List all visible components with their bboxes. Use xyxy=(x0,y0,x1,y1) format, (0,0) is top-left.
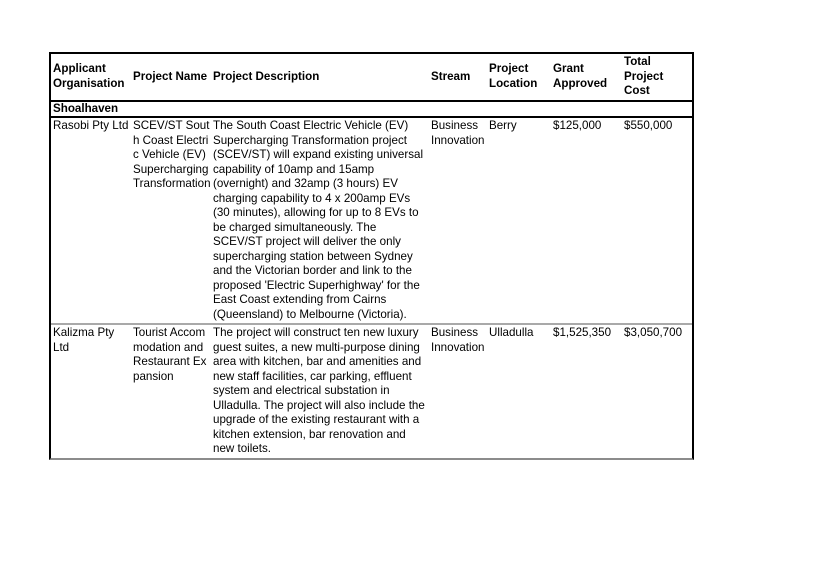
cell-stream: Business Innovation xyxy=(431,326,485,354)
cell-project-name: Tourist Accommodation and Restaurant Expansion xyxy=(133,326,207,383)
grants-table xyxy=(51,54,692,458)
cell-grant: $1,525,350 xyxy=(553,326,612,339)
cell-grant: $125,000 xyxy=(551,117,622,324)
cell-applicant: Rasobi Pty Ltd xyxy=(51,117,131,324)
table-row xyxy=(51,117,692,324)
col-header-location: Project Location xyxy=(489,62,538,90)
region-label: Shoalhaven xyxy=(51,101,692,118)
col-header-stream: Stream xyxy=(431,69,471,83)
cell-applicant: Kalizma Pty Ltd xyxy=(53,326,115,354)
cell-total: $3,050,700 xyxy=(624,326,683,339)
grants-table-container xyxy=(49,52,694,460)
cell-description: The South Coast Electric Vehicle (EV) Supercharging Transformation project (SCEV/ST) will expand existing universal capability of 10amp and 15amp (overnight) and 32amp (3 hours) EV charging capability to 4 x 200amp EVs (30 minutes), allowing for up to 8 EVs to be charged simultaneously. The SCEV/ST project will deliver the only supercharging station between Sydney and the Victorian border and link to the proposed 'Electric Superhighway' for the East Coast extending from Cairns (Queensland) to Melbourne (Victoria). xyxy=(211,117,429,324)
col-header-grant: Grant Approved xyxy=(553,62,608,90)
col-header-total: Total Project Cost xyxy=(624,55,664,97)
col-header-applicant: Applicant Organisation xyxy=(53,62,125,90)
cell-location: Ulladulla xyxy=(489,326,534,339)
header-row xyxy=(51,54,692,101)
cell-location: Berry xyxy=(487,117,551,324)
cell-stream: Business Innovation xyxy=(429,117,487,324)
col-header-description: Project Description xyxy=(213,69,320,83)
cell-project-name: SCEV/ST South Coast Electric Vehicle (EV) Supercharging Transformation xyxy=(131,117,211,324)
table-row xyxy=(51,324,692,458)
region-row xyxy=(51,101,692,118)
cell-description: The project will construct ten new luxury guest suites, a new multi-purpose dining area with kitchen, bar and amenities and new staff facilities, car parking, effluent system and electrical substation in Ulladulla. The project will also include the upgrade of the existing restaurant with a kitchen extension, bar renovation and new toilets. xyxy=(213,326,425,455)
cell-total: $550,000 xyxy=(622,117,692,324)
col-header-project-name: Project Name xyxy=(133,69,208,83)
